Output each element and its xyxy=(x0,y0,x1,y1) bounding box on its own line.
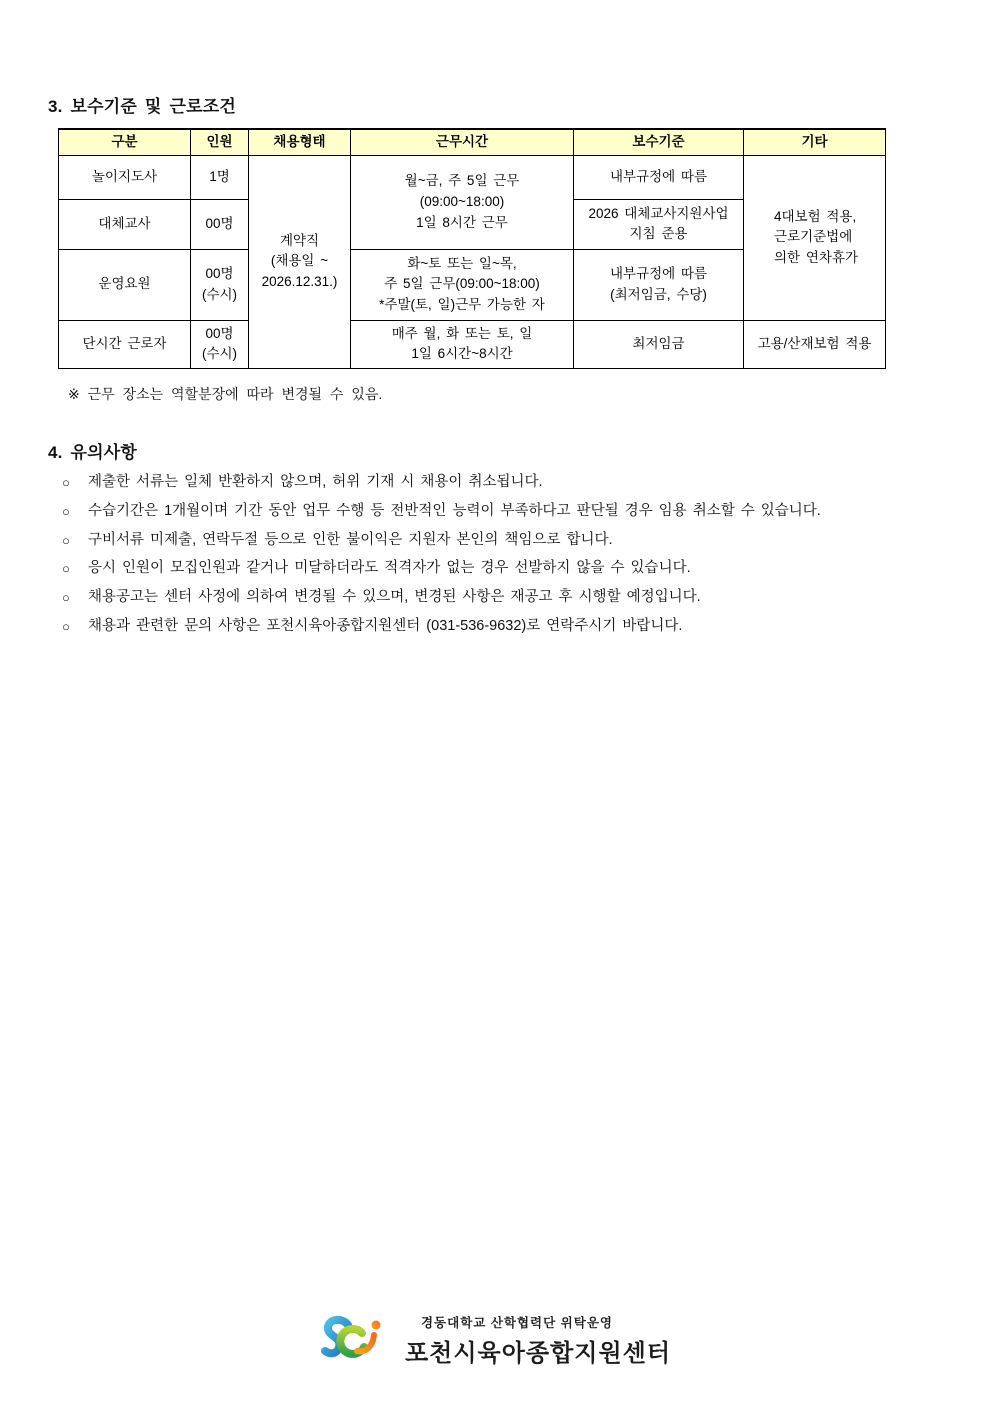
cell-category-1: 놀이지도사 xyxy=(59,155,191,199)
table-header-row xyxy=(59,129,886,155)
bullet-circle-icon: ○ xyxy=(62,475,70,490)
bullet-circle-icon: ○ xyxy=(62,590,70,605)
center-logo-icon xyxy=(321,1314,391,1373)
cell-category-3: 운영요원 xyxy=(59,249,191,320)
bullet-circle-icon: ○ xyxy=(62,618,70,634)
table-footnote: ※ 근무 장소는 역할분장에 따라 변경될 수 있음. xyxy=(68,386,383,402)
headcount-line: (수시) xyxy=(201,286,238,302)
employment-line: 계약직 xyxy=(279,232,320,248)
notice-text: 수습기간은 1개월이며 기간 동안 업무 수행 등 전반적인 능력이 부족하다고 판단될 경우 임용 취소할 수 있습니다. xyxy=(88,502,821,519)
header-etc: 기타 xyxy=(744,129,886,155)
cell-category-2: 대체교사 xyxy=(59,199,191,249)
work-time-line: 1일 6시간~8시간 xyxy=(411,346,513,362)
cell-pay-1 xyxy=(574,155,744,199)
list-item xyxy=(62,530,852,552)
cell-headcount-3 xyxy=(191,249,249,320)
headcount-line: (수시) xyxy=(201,346,238,362)
section-3-title: 3. 보수기준 및 근로조건 xyxy=(48,97,236,116)
list-item xyxy=(62,472,852,494)
cell-etc-4 xyxy=(744,320,886,368)
headcount-line: 00명 xyxy=(205,325,234,341)
org-center-name: 포천시육아종합지원센터 xyxy=(404,1340,672,1367)
cell-pay-4 xyxy=(574,320,744,368)
cell-category-4: 단시간 근로자 xyxy=(59,320,191,368)
pay-line: 내부규정에 따름 xyxy=(609,168,708,184)
cell-work-time-merged xyxy=(351,155,574,249)
header-employment-type: 채용형태 xyxy=(249,129,351,155)
etc-line: 4대보험 적용, xyxy=(774,208,857,224)
notice-list xyxy=(62,472,852,645)
notice-text: 제출한 서류는 일체 반환하지 않으며, 허위 기재 시 채용이 취소됩니다. xyxy=(88,474,543,490)
work-time-line: *주말(토, 일)근무 가능한 자 xyxy=(379,297,545,313)
notice-text: 채용과 관련한 문의 사항은 포천시육아종합지원센터 (031-536-9632)로 연락주시기 바랍니다. xyxy=(88,617,683,634)
org-operator-text: 경동대학교 산학협력단 위탁운영 xyxy=(420,1316,613,1330)
list-item xyxy=(62,558,852,580)
header-category: 구분 xyxy=(59,129,191,155)
list-item xyxy=(62,587,852,609)
employment-line: 2026.12.31.) xyxy=(261,274,338,290)
headcount-line: 00명 xyxy=(205,266,234,281)
header-headcount: 인원 xyxy=(191,129,249,155)
work-time-line: 월~금, 주 5일 근무 xyxy=(404,173,520,189)
cell-headcount-1 xyxy=(191,155,249,199)
work-time-line: (09:00~18:00) xyxy=(419,193,505,209)
work-time-line: 화~토 또는 일~목, xyxy=(407,255,517,271)
etc-line: 의한 연차휴가 xyxy=(774,250,858,266)
footer-org-names xyxy=(405,1313,671,1368)
section-4-title: 4. 유의사항 xyxy=(48,443,137,462)
cell-employment-type xyxy=(249,155,351,368)
list-item xyxy=(62,616,852,638)
work-time-line: 1일 8시간 근무 xyxy=(416,214,508,230)
footer-logo xyxy=(0,1308,992,1373)
table-row xyxy=(59,155,886,199)
notice-text: 구비서류 미제출, 연락두절 등으로 인한 불이익은 지원자 본인의 책임으로 합니다. xyxy=(88,531,613,548)
cell-headcount-4 xyxy=(191,320,249,368)
header-pay-standard: 보수기준 xyxy=(574,129,744,155)
pay-line: 내부규정에 따름 xyxy=(609,266,708,281)
list-item xyxy=(62,501,852,523)
table-row xyxy=(59,320,886,368)
pay-line: 최저임금 xyxy=(632,335,685,351)
work-time-line: 매주 월, 화 또는 토, 일 xyxy=(391,325,533,341)
work-time-line: 주 5일 근무(09:00~18:00) xyxy=(384,276,540,292)
cell-work-time-3 xyxy=(351,249,574,320)
cell-pay-3 xyxy=(574,249,744,320)
notice-text: 채용공고는 센터 사정에 의하여 변경될 수 있으며, 변경된 사항은 재공고 후 시행할 예정입니다. xyxy=(88,589,701,605)
cell-headcount-2 xyxy=(191,199,249,249)
etc-line: 근로기준법에 xyxy=(774,229,853,245)
bullet-circle-icon: ○ xyxy=(62,532,70,548)
employment-line: (채용일 ~ xyxy=(270,253,329,269)
cell-work-time-4 xyxy=(351,320,574,368)
bullet-circle-icon: ○ xyxy=(62,503,70,519)
cell-etc-merged xyxy=(744,155,886,320)
header-work-time: 근무시간 xyxy=(351,129,574,155)
pay-line: 2026 대체교사지원사업 xyxy=(588,205,729,221)
cell-pay-2 xyxy=(574,199,744,249)
pay-line: 지침 준용 xyxy=(629,226,688,242)
headcount-line: 00명 xyxy=(205,215,234,231)
etc-line: 고용/산재보험 적용 xyxy=(757,335,872,351)
notice-text: 응시 인원이 모집인원과 같거나 미달하더라도 적격자가 없는 경우 선발하지 않을 수 있습니다. xyxy=(88,560,691,577)
headcount-line: 1명 xyxy=(209,168,230,184)
pay-line: (최저임금, 수당) xyxy=(610,286,707,302)
compensation-table xyxy=(58,128,886,369)
bullet-circle-icon: ○ xyxy=(62,561,70,577)
